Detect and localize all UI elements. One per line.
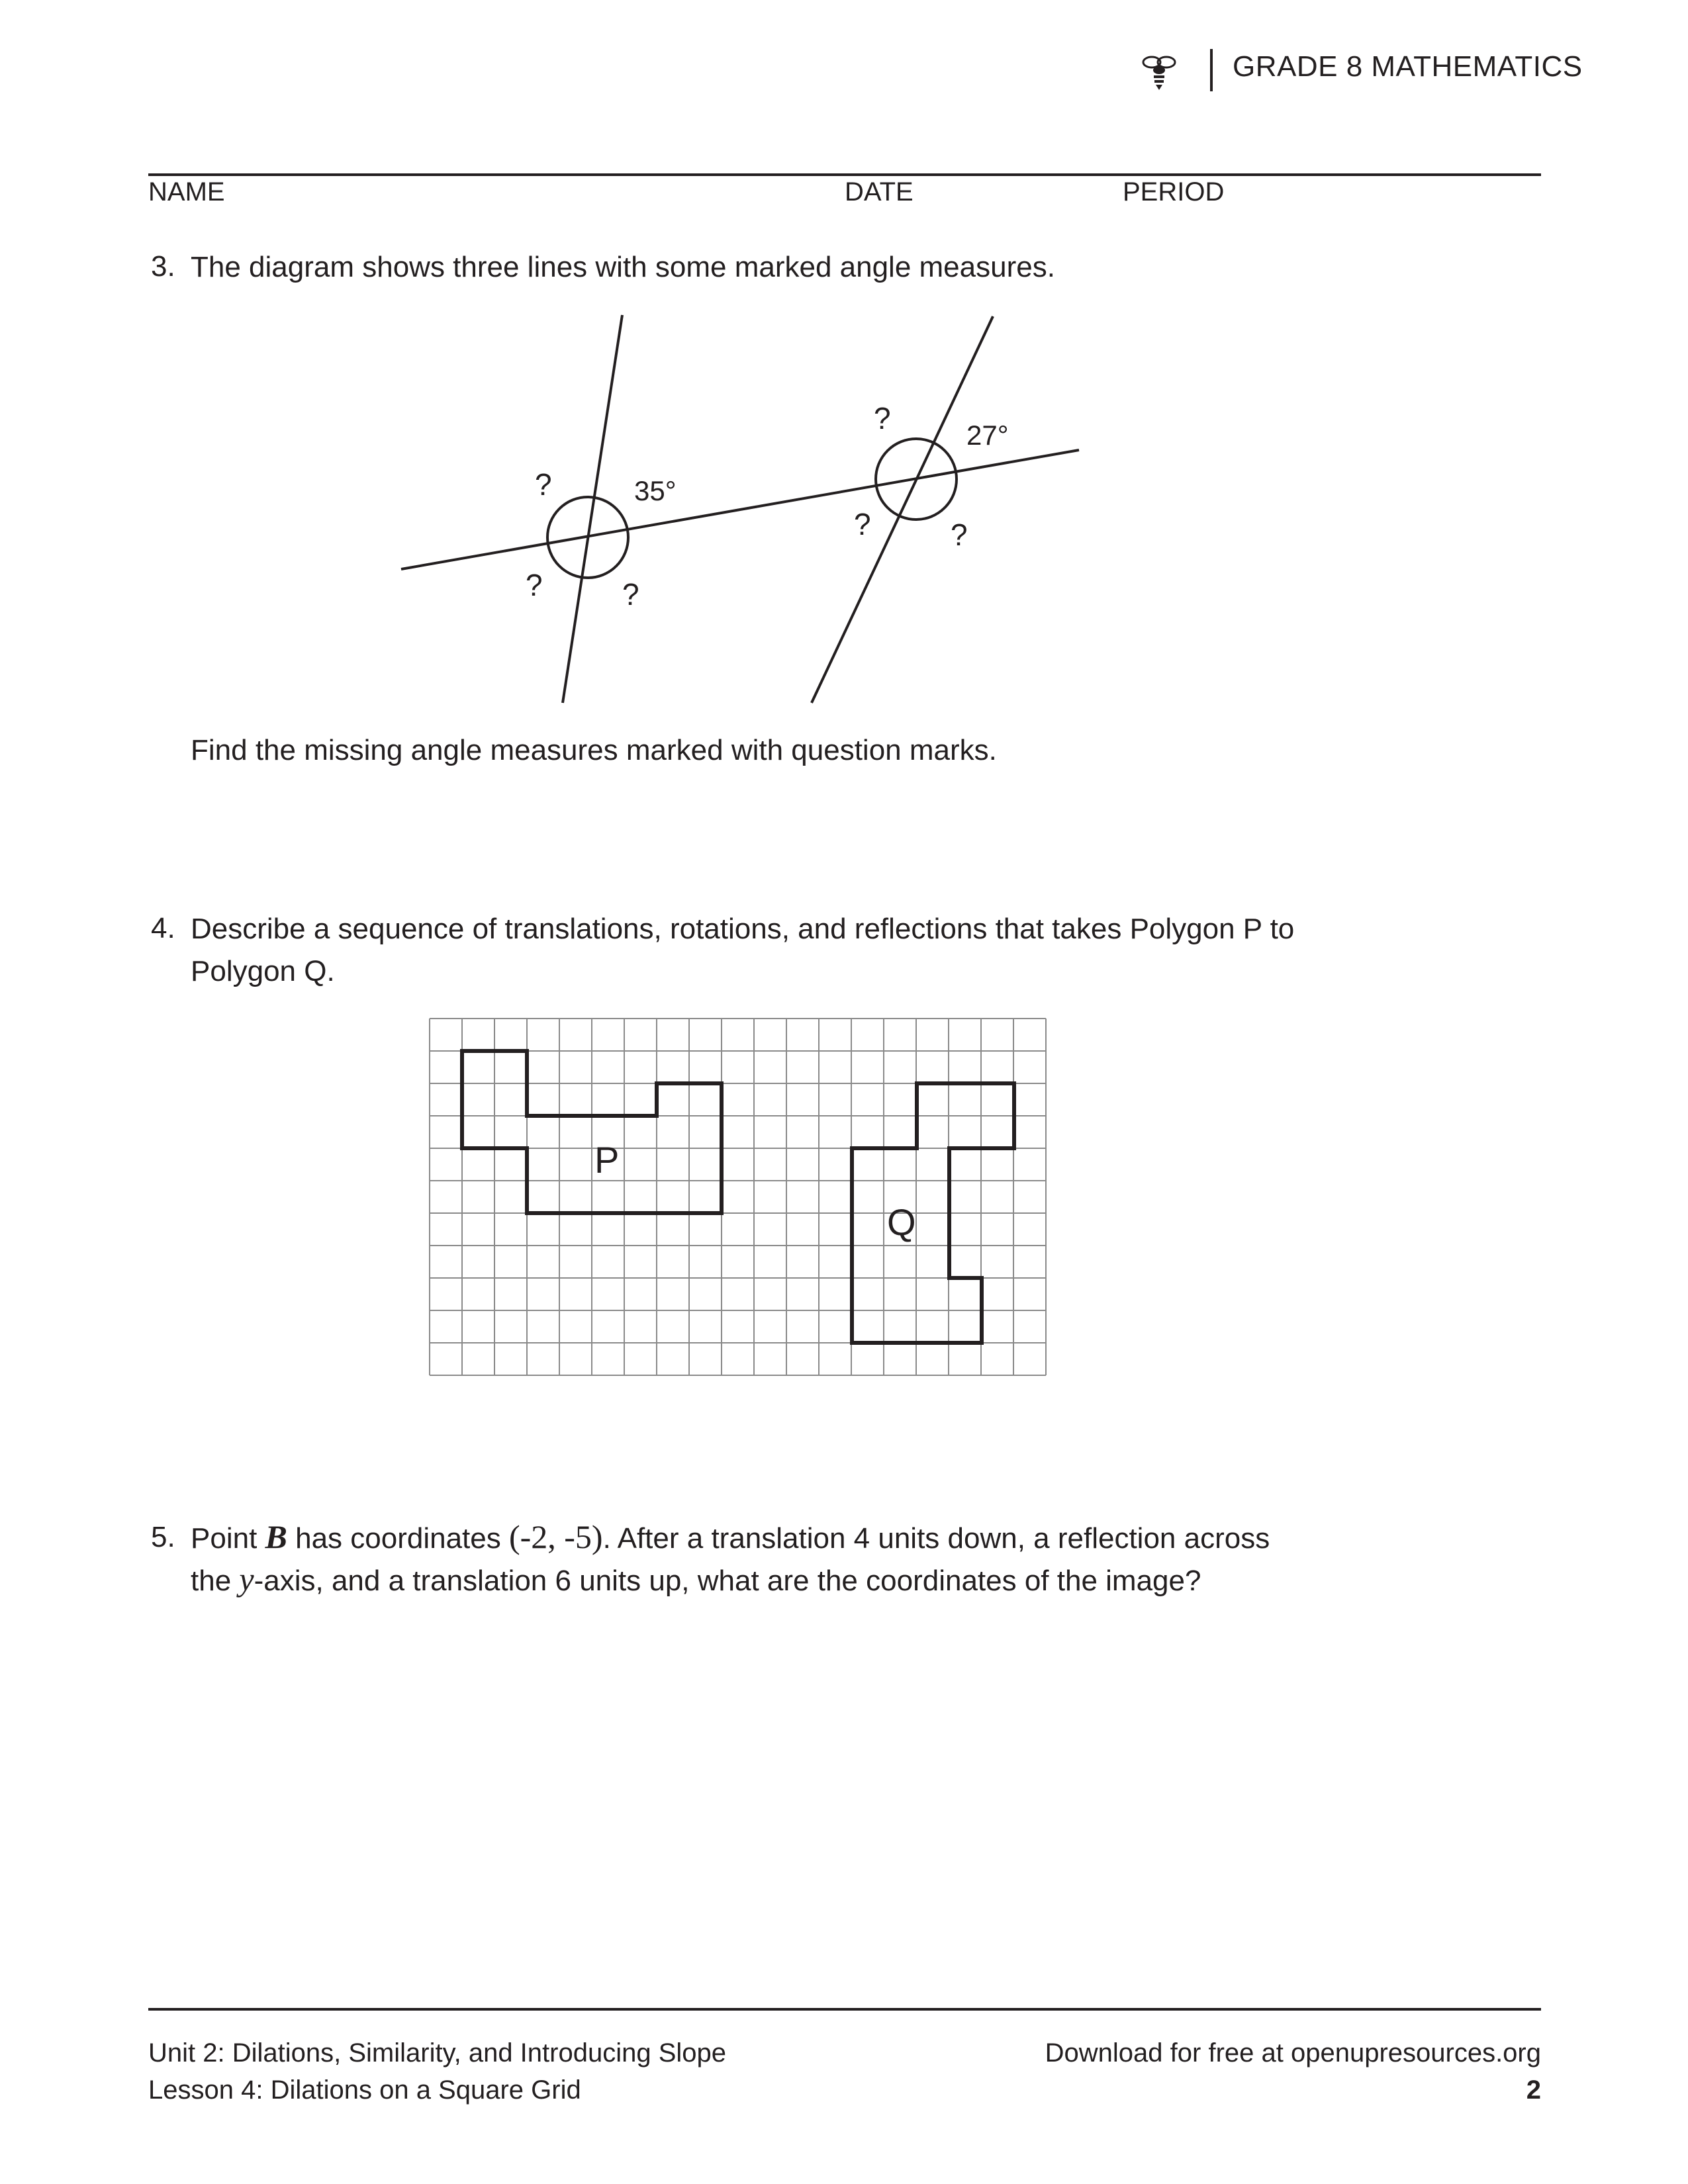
date-label: DATE: [845, 177, 914, 206]
grid-lines: [430, 1019, 1046, 1375]
unknown-angle: ?: [951, 518, 968, 552]
footer-download-link[interactable]: Download for free at openupresources.org: [1045, 2038, 1541, 2068]
polygon-p-label: P: [594, 1139, 620, 1181]
point-b: B: [265, 1518, 287, 1555]
unknown-angle: ?: [854, 507, 871, 541]
point-coordinates: (-2, -5): [508, 1518, 603, 1555]
footer-rule: [148, 2008, 1541, 2011]
unknown-angle: ?: [526, 568, 543, 602]
question-3-follow-up: Find the missing angle measures marked with question marks.: [191, 734, 997, 766]
question-5-line-2: the y-axis, and a translation 6 units up, what are the coordinates of the image?: [191, 1561, 1201, 1598]
given-angle-27: 27°: [966, 420, 1009, 451]
footer-lesson: Lesson 4: Dilations on a Square Grid: [148, 2075, 581, 2105]
axis-variable: y: [239, 1561, 254, 1598]
question-5-line-1: Point B has coordinates (-2, -5). After a translation 4 units down, a reflection across: [191, 1518, 1270, 1555]
page-number: 2: [1526, 2075, 1541, 2105]
unknown-angle: ?: [874, 401, 891, 435]
course-title: GRADE 8 MATHEMATICS: [1233, 50, 1583, 83]
question-4-prompt-line-1: Describe a sequence of translations, rotations, and reflections that takes Polygon P to: [191, 913, 1295, 945]
period-label: PERIOD: [1123, 177, 1225, 206]
question-4-number: 4.: [151, 912, 175, 944]
question-5-number: 5.: [151, 1521, 175, 1553]
left-line: [563, 315, 622, 703]
polygon-q-label: Q: [887, 1201, 916, 1243]
unknown-angle: ?: [535, 467, 552, 502]
footer-unit: Unit 2: Dilations, Similarity, and Introducing Slope: [148, 2038, 727, 2068]
unknown-angle: ?: [622, 577, 639, 612]
given-angle-35: 35°: [634, 475, 677, 506]
question-3-prompt: The diagram shows three lines with some marked angle measures.: [191, 251, 1055, 283]
polygon-grid: [429, 1018, 1054, 1382]
question-4-prompt-line-2: Polygon Q.: [191, 955, 335, 987]
right-line: [812, 316, 993, 703]
name-label: NAME: [148, 177, 225, 206]
question-3-number: 3.: [151, 250, 175, 283]
angle-diagram: [0, 0, 1688, 728]
transversal-line: [401, 450, 1079, 569]
